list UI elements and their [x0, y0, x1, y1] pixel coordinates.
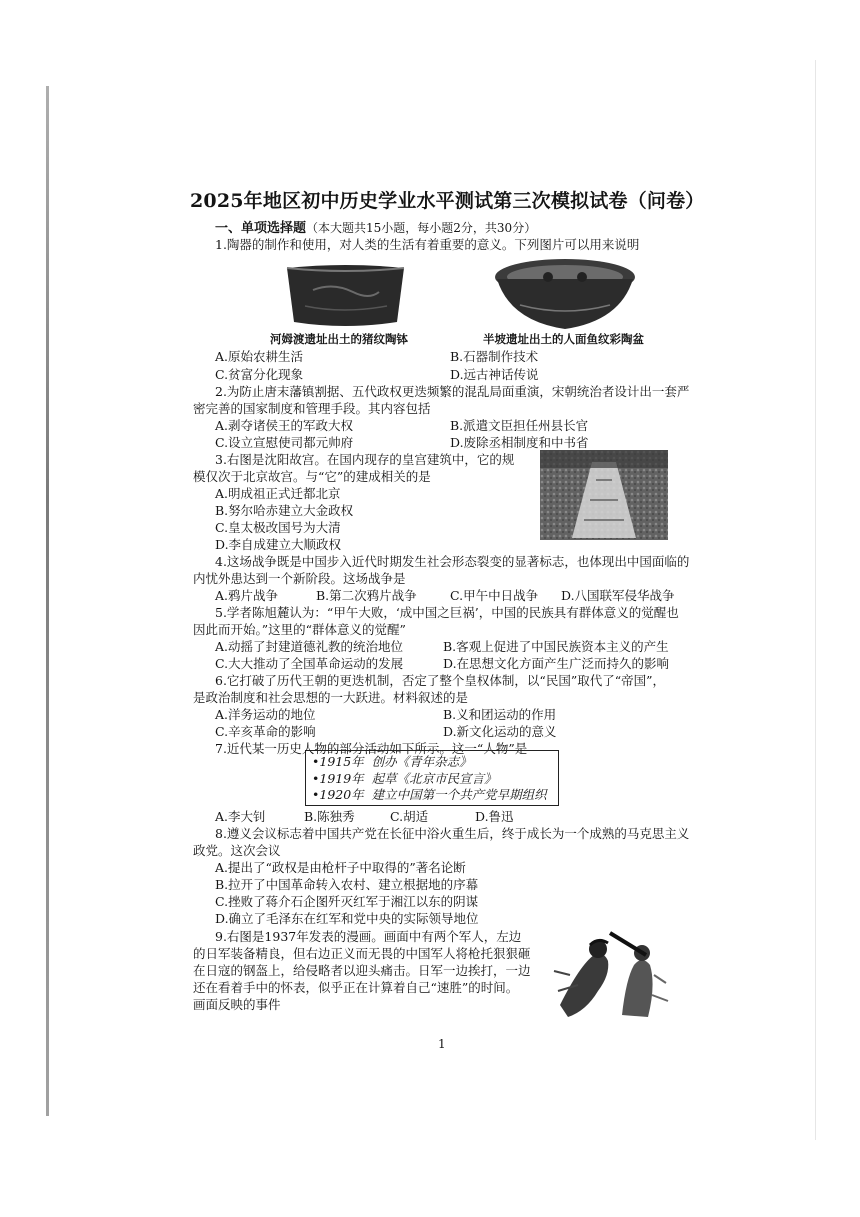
- q4-option-d: D.八国联军侵华战争: [561, 588, 675, 603]
- q5-option-b: B.客观上促进了中国民族资本主义的产生: [443, 639, 669, 654]
- q6-option-b: B.义和团运动的作用: [443, 707, 557, 722]
- page-number: 1: [438, 1037, 446, 1051]
- q4-stem-line1: 4.这场战争既是中国步入近代时期发生社会形态裂变的显著标志，也体现出中国面临的: [215, 554, 690, 569]
- q1-caption-right: 半坡遗址出土的人面鱼纹彩陶盆: [483, 332, 644, 346]
- q9-stem-line3: 在日寇的钢盔上，给侵略者以迎头痛击。日军一边挨打，一边: [193, 963, 531, 978]
- section-heading-text: 一、单项选择题: [215, 221, 307, 236]
- q2-stem-line1: 2.为防止唐末藩镇割据、五代政权更迭频繁的混乱局面重演，宋朝统治者设计出一套严: [215, 384, 690, 399]
- q2-option-b: B.派遣文臣担任州县长官: [450, 418, 589, 433]
- q5-stem-line2: 因此而开始。”这里的“群体意义的觉醒”: [193, 622, 406, 637]
- q6-option-d: D.新文化运动的意义: [443, 724, 557, 739]
- q2-option-a: A.剥夺诸侯王的军政大权: [215, 418, 354, 433]
- q4-option-c: C.甲午中日战争: [450, 588, 539, 603]
- q2-stem-line2: 密完善的国家制度和管理手段。其内容包括: [193, 401, 431, 416]
- q6-option-a: A.洋务运动的地位: [215, 707, 316, 722]
- q4-option-b: B.第二次鸦片战争: [316, 588, 417, 603]
- q3-option-d: D.李自成建立大顺政权: [215, 537, 342, 552]
- q9-stem-line1: 9.右图是1937年发表的漫画。画面中有两个军人，左边: [215, 929, 522, 944]
- q7-event-3: •1920年 建立中国第一个共产党早期组织: [312, 787, 547, 802]
- q9-stem-line2: 的日军装备精良，但右边正义而无畏的中国军人将枪托狠狠砸: [193, 946, 531, 961]
- q3-stem-line1: 3.右图是沈阳故宫。在国内现存的皇宫建筑中，它的规: [215, 452, 515, 467]
- q3-option-a: A.明成祖正式迁都北京: [215, 486, 341, 501]
- q6-option-c: C.辛亥革命的影响: [215, 724, 316, 739]
- q7-event-2: •1919年 起草《北京市民宣言》: [312, 770, 497, 786]
- war-cartoon-image: [550, 925, 670, 1023]
- q1-stem: 1.陶器的制作和使用，对人类的生活有着重要的意义。下列图片可以用来说明: [215, 237, 640, 252]
- q4-option-a: A.鸦片战争: [215, 588, 279, 603]
- q1-option-a: A.原始农耕生活: [215, 349, 304, 364]
- q7-events-box: [305, 750, 559, 806]
- q7-option-b: B.陈独秀: [304, 809, 355, 824]
- q8-option-a: A.提出了“政权是由枪杆子中取得的”著名论断: [215, 860, 466, 875]
- q9-stem-line5: 画面反映的事件: [193, 997, 281, 1012]
- q5-stem-line1: 5.学者陈旭麓认为：“甲午大败，‘成中国之巨祸’，中国的民族具有群体意义的觉醒也: [215, 605, 679, 620]
- section-note: （本大题共15小题，每小题2分，共30分）: [306, 221, 537, 235]
- q8-option-d: D.确立了毛泽东在红军和党中央的实际领导地位: [215, 911, 479, 926]
- q3-option-c: C.皇太极改国号为大清: [215, 520, 341, 535]
- painted-basin-fish-image: [490, 255, 640, 335]
- q7-event-1: •1915年 创办《青年杂志》: [312, 754, 472, 769]
- q1-option-b: B.石器制作技术: [450, 349, 539, 364]
- q1-caption-left: 河姆渡遗址出土的猪纹陶钵: [270, 332, 408, 346]
- q1-option-d: D.远古神话传说: [450, 367, 539, 382]
- q7-option-c: C.胡适: [390, 809, 429, 824]
- q8-option-b: B.拉开了中国革命转入农村、建立根据地的序幕: [215, 877, 479, 892]
- q2-option-c: C.设立宣慰使司都元帅府: [215, 435, 354, 450]
- q3-option-b: B.努尔哈赤建立大金政权: [215, 503, 354, 518]
- q6-stem-line1: 6.它打破了历代王朝的更迭机制，否定了整个皇权体制，以“民国”取代了“帝国”，: [215, 673, 665, 688]
- q7-option-a: A.李大钊: [215, 809, 266, 824]
- q1-option-c: C.贫富分化现象: [215, 367, 304, 382]
- scan-right-edge: [815, 60, 816, 1140]
- q8-stem-line1: 8.遵义会议标志着中国共产党在长征中浴火重生后，终于成长为一个成熟的马克思主义: [215, 826, 690, 841]
- q3-stem-line2: 模仅次于北京故宫。与“它”的建成相关的是: [193, 469, 431, 484]
- q5-option-c: C.大大推动了全国革命运动的发展: [215, 656, 404, 671]
- q4-stem-line2: 内忧外患达到一个新阶段。这场战争是: [193, 571, 406, 586]
- q5-option-a: A.动摇了封建道德礼教的统治地位: [215, 639, 404, 654]
- section-heading: [215, 217, 536, 236]
- scan-page-edge: [46, 86, 49, 1116]
- q2-option-d: D.废除丞相制度和中书省: [450, 435, 589, 450]
- q5-option-d: D.在思想文化方面产生广泛而持久的影响: [443, 656, 670, 671]
- q7-stem: 7.近代某一历史人物的部分活动如下所示。这一“人物”是: [215, 741, 528, 756]
- q7-option-d: D.鲁迅: [475, 809, 514, 824]
- shenyang-palace-photo: [540, 450, 668, 540]
- q8-stem-line2: 政党。这次会议: [193, 843, 281, 858]
- pottery-bowl-boar-image: [283, 262, 408, 330]
- exam-title: 2025年地区初中历史学业水平测试第三次模拟试卷（问卷）: [190, 190, 705, 212]
- q8-option-c: C.挫败了蒋介石企图歼灭红军于湘江以东的阴谋: [215, 894, 479, 909]
- q6-stem-line2: 是政治制度和社会思想的一大跃进。材料叙述的是: [193, 690, 469, 705]
- q9-stem-line4: 还在看着手中的怀表，似乎正在计算着自己“速胜”的时间。: [193, 980, 519, 995]
